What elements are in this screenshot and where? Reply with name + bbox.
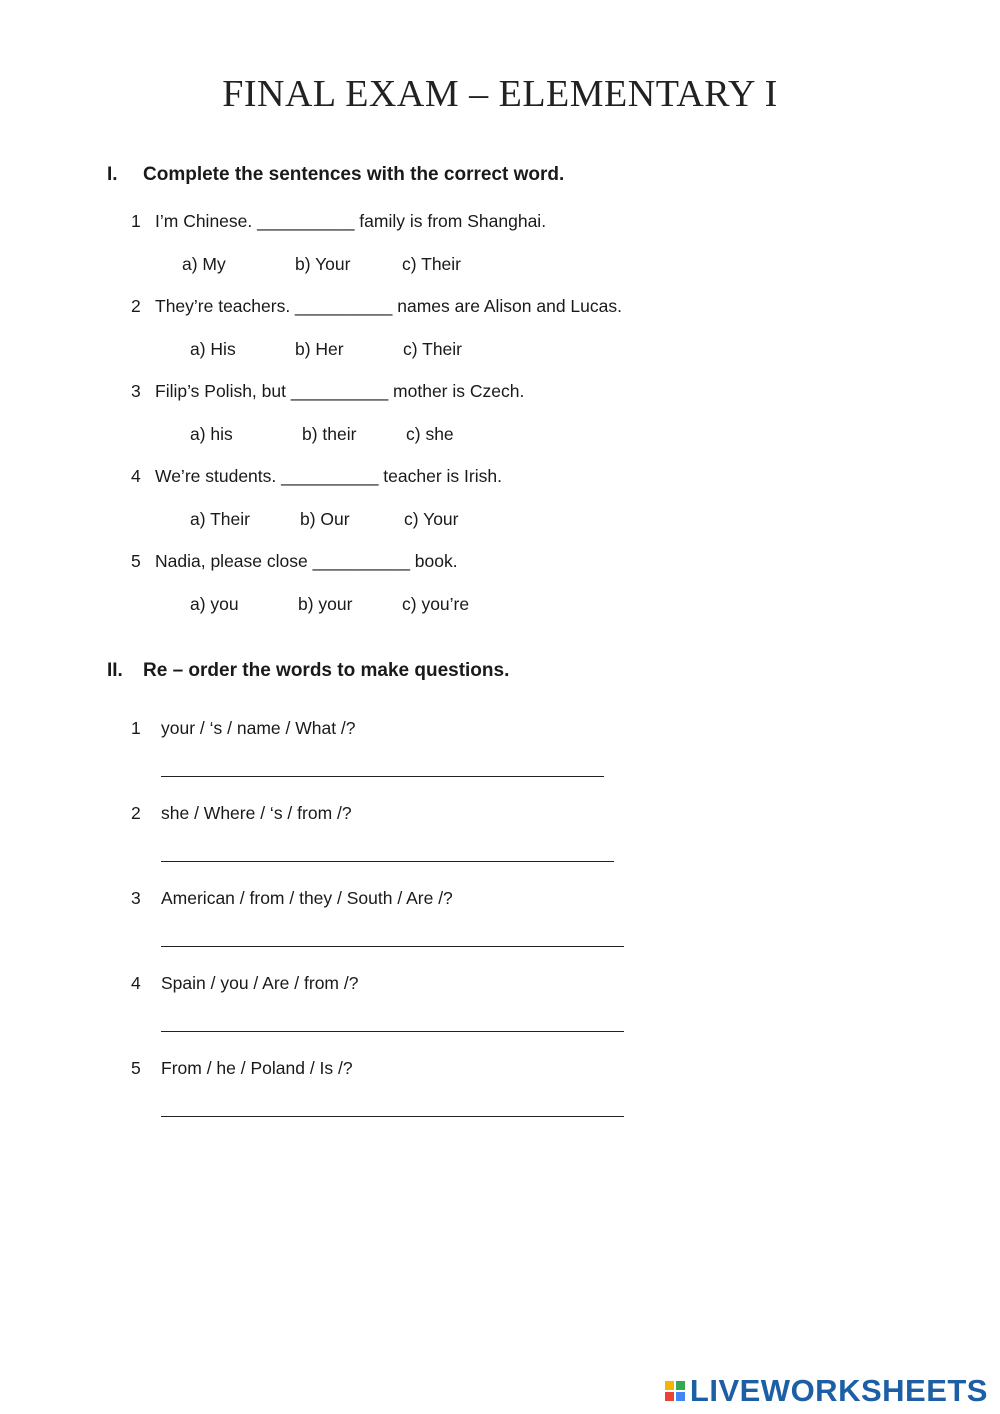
- logo-square-green: [676, 1381, 685, 1390]
- option-c[interactable]: c) she: [406, 424, 454, 444]
- liveworksheets-logo-icon: [665, 1381, 685, 1401]
- s1-question-text: They’re teachers. __________ names are Alison and Lucas.: [155, 296, 622, 316]
- option-b[interactable]: b) their: [302, 424, 357, 444]
- s1-question-number: 4: [131, 466, 141, 486]
- option-c[interactable]: c) Your: [404, 509, 459, 529]
- section-2-heading: Re – order the words to make questions.: [143, 660, 510, 681]
- page-title: FINAL EXAM – ELEMENTARY I: [222, 73, 778, 115]
- s1-question-text: I’m Chinese. __________ family is from Shanghai.: [155, 211, 547, 231]
- option-b[interactable]: b) your: [298, 594, 353, 614]
- section-1-heading: Complete the sentences with the correct word.: [143, 164, 565, 185]
- s1-question-number: 3: [131, 381, 141, 401]
- answer-line[interactable]: [161, 946, 624, 947]
- answer-line[interactable]: [161, 776, 604, 777]
- liveworksheets-logo[interactable]: [665, 1374, 988, 1408]
- option-a[interactable]: a) you: [190, 594, 239, 614]
- s2-question-number: 5: [131, 1058, 141, 1078]
- option-c[interactable]: c) Their: [403, 339, 462, 359]
- s1-question-text: Nadia, please close __________ book.: [155, 551, 458, 571]
- answer-line[interactable]: [161, 861, 614, 862]
- s1-question-number: 5: [131, 551, 141, 571]
- s1-question-number: 1: [131, 211, 141, 231]
- logo-text: LIVEWORKSHEETS: [689, 1373, 988, 1408]
- section-2-numeral: II.: [107, 660, 123, 681]
- s1-question-text: Filip’s Polish, but __________ mother is Czech.: [155, 381, 525, 401]
- s2-question-text: From / he / Poland / Is /?: [161, 1058, 353, 1078]
- logo-square-yellow: [665, 1381, 674, 1390]
- option-a[interactable]: a) His: [190, 339, 236, 359]
- option-c[interactable]: c) you’re: [402, 594, 470, 614]
- s1-question-number: 2: [131, 296, 141, 316]
- s2-question-number: 2: [131, 803, 141, 823]
- s2-question-number: 1: [131, 718, 141, 738]
- answer-line[interactable]: [161, 1031, 624, 1032]
- logo-square-blue: [676, 1392, 685, 1401]
- section-1-numeral: I.: [107, 164, 118, 185]
- option-a[interactable]: a) his: [190, 424, 233, 444]
- option-c[interactable]: c) Their: [402, 254, 461, 274]
- s1-question-text: We’re students. __________ teacher is Irish.: [155, 466, 502, 486]
- option-a[interactable]: a) My: [182, 254, 226, 274]
- s2-question-text: she / Where / ‘s / from /?: [161, 803, 352, 823]
- s2-question-text: American / from / they / South / Are /?: [161, 888, 453, 908]
- logo-square-red: [665, 1392, 674, 1401]
- s2-question-number: 3: [131, 888, 141, 908]
- option-b[interactable]: b) Our: [300, 509, 350, 529]
- option-a[interactable]: a) Their: [190, 509, 250, 529]
- answer-line[interactable]: [161, 1116, 624, 1117]
- option-b[interactable]: b) Her: [295, 339, 344, 359]
- s2-question-number: 4: [131, 973, 141, 993]
- s2-question-text: your / ‘s / name / What /?: [161, 718, 356, 738]
- s2-question-text: Spain / you / Are / from /?: [161, 973, 359, 993]
- option-b[interactable]: b) Your: [295, 254, 351, 274]
